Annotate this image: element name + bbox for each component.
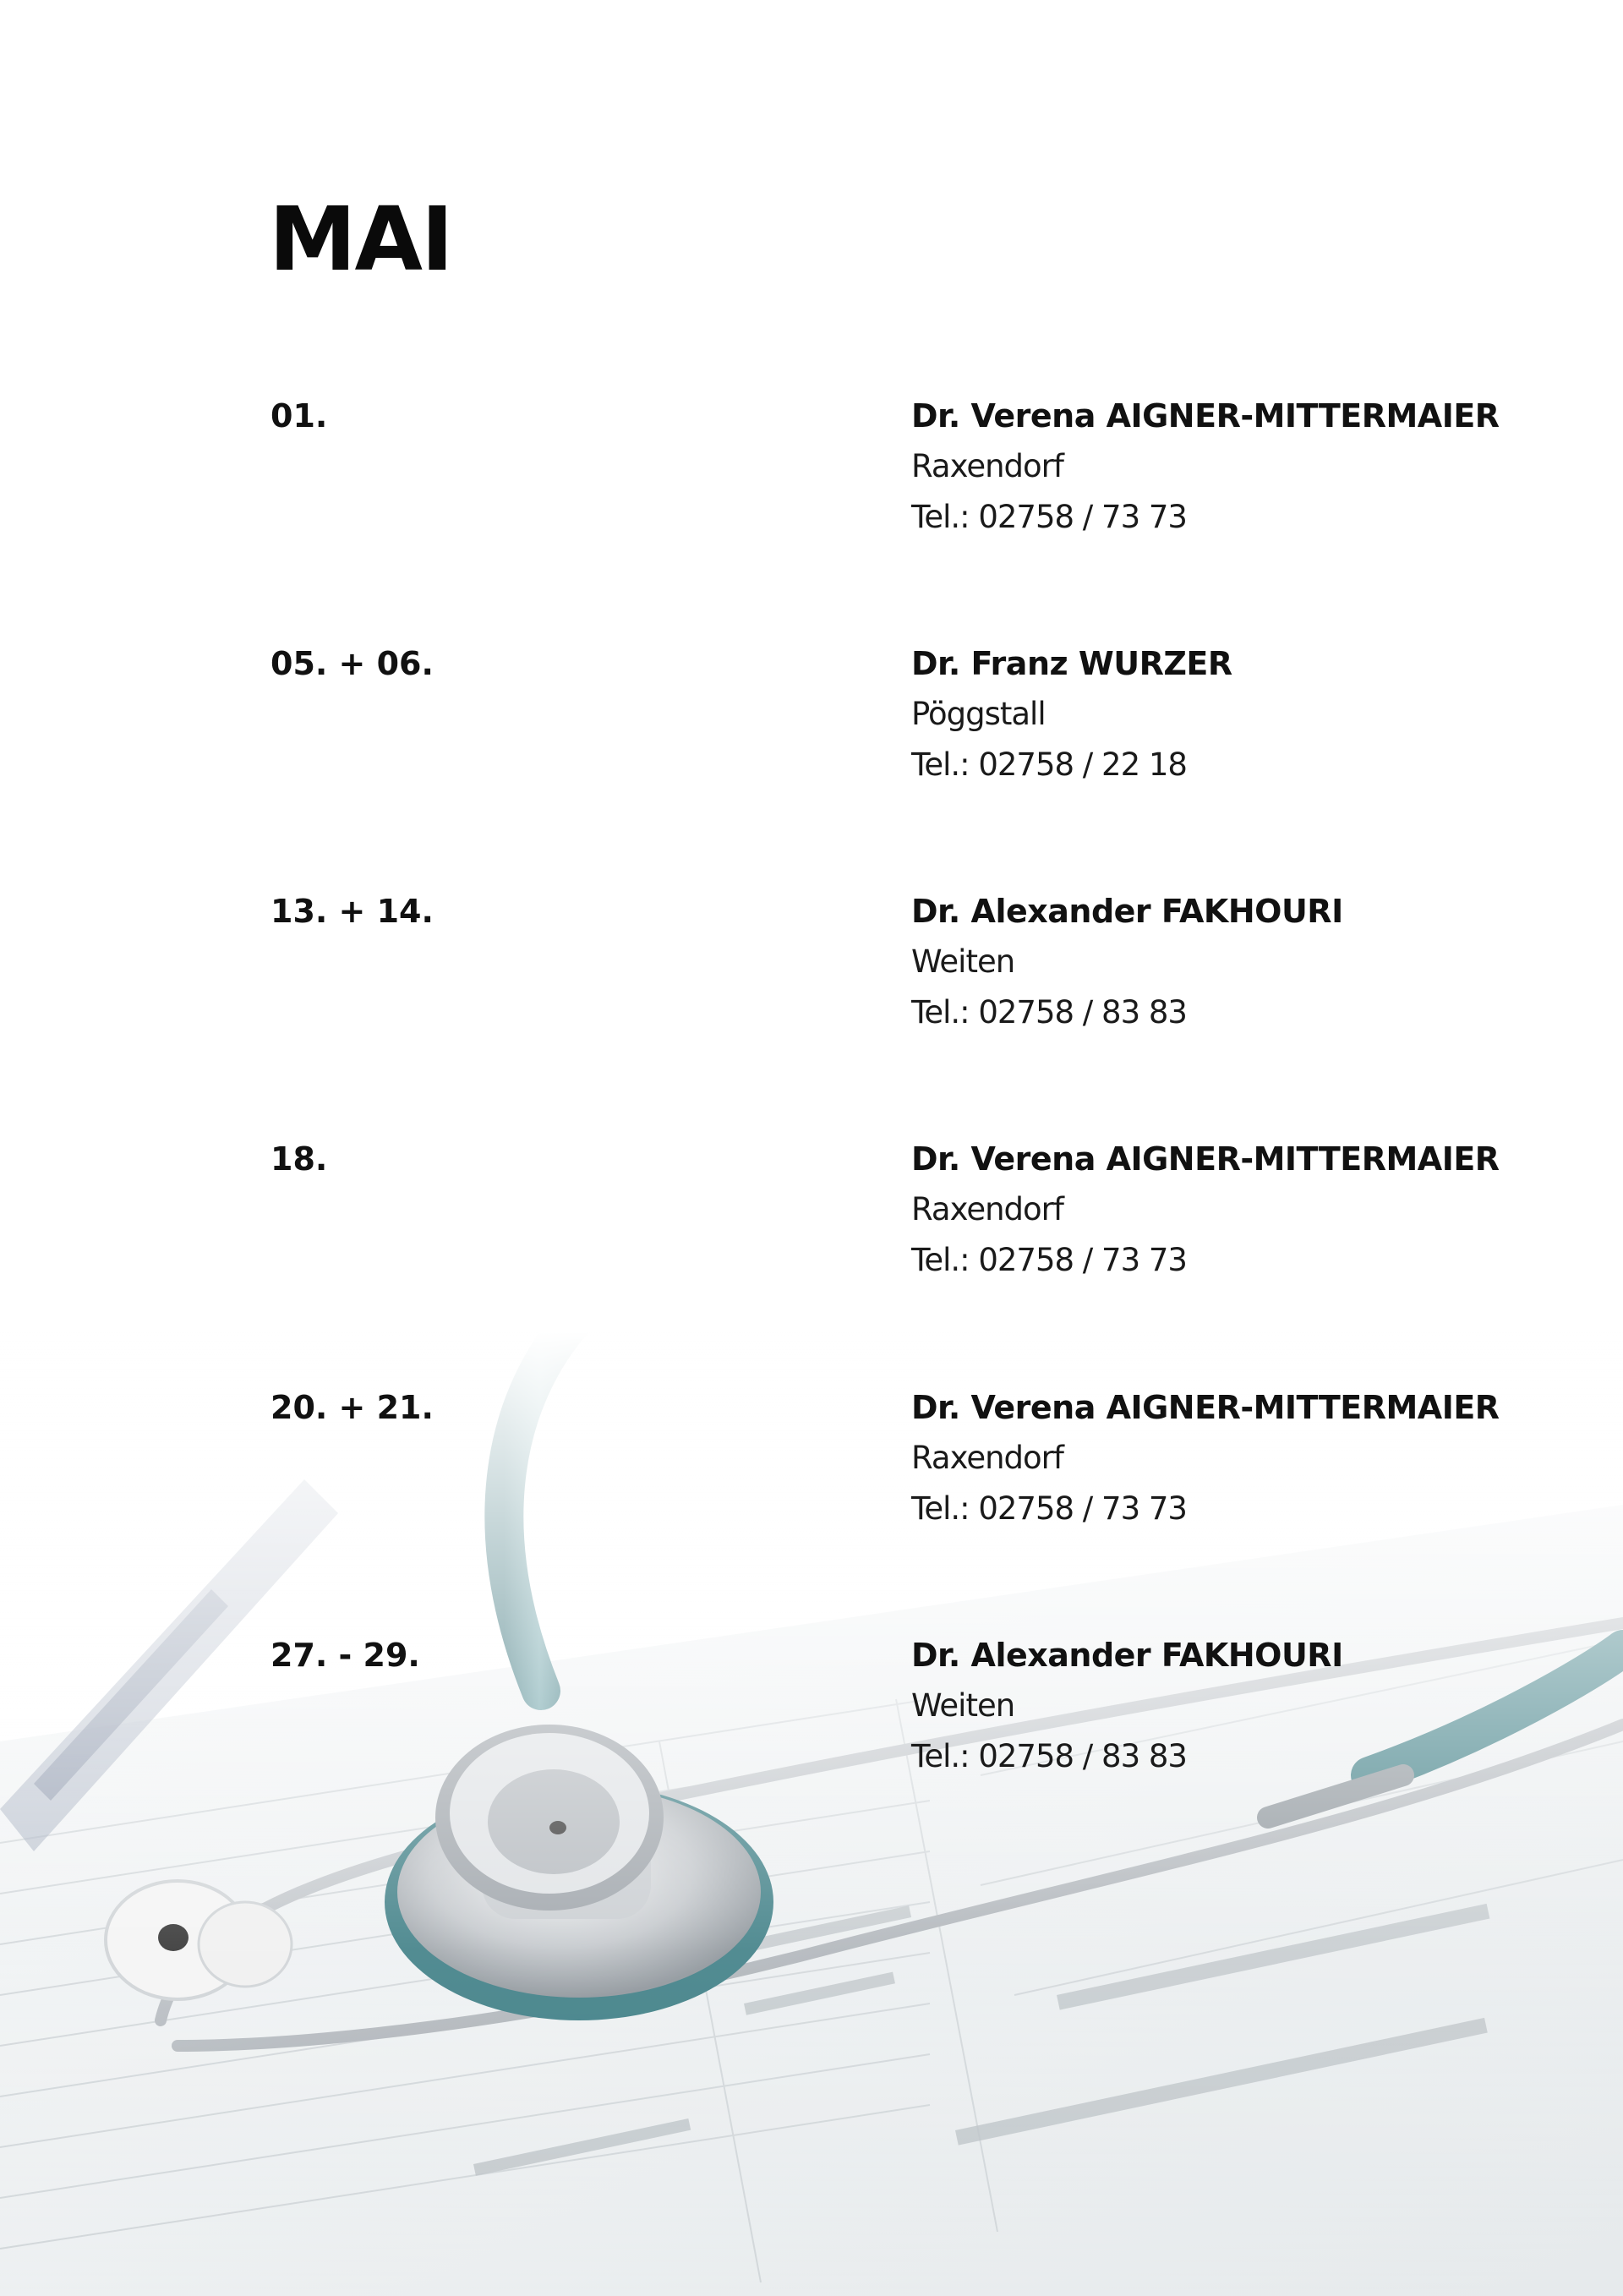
entry-doctor-block [911, 886, 1604, 1038]
doctor-name: Dr. Verena AIGNER-MITTERMAIER [911, 397, 1500, 435]
doctor-place: Weiten [911, 943, 1015, 980]
doctor-phone: Tel.: 02758 / 22 18 [911, 746, 1187, 783]
page-title: MAI [269, 188, 452, 291]
schedule-entry [0, 886, 1623, 1055]
doctor-name: Dr. Alexander FAKHOURI [911, 1637, 1343, 1674]
schedule-entry [0, 638, 1623, 807]
schedule-entry [0, 1134, 1623, 1303]
doctor-place: Raxendorf [911, 1191, 1063, 1227]
entry-date: 20. + 21. [270, 1389, 434, 1426]
schedule-entry [0, 1382, 1623, 1551]
doctor-name: Dr. Alexander FAKHOURI [911, 893, 1343, 930]
schedule-entry [0, 1630, 1623, 1799]
entry-doctor-block [911, 1134, 1604, 1286]
entry-doctor-block [911, 1630, 1604, 1782]
doctor-phone: Tel.: 02758 / 83 83 [911, 1738, 1187, 1774]
doctor-place: Raxendorf [911, 448, 1063, 484]
doctor-name: Dr. Franz WURZER [911, 645, 1232, 682]
entry-date: 13. + 14. [270, 893, 434, 930]
doctor-place: Weiten [911, 1687, 1015, 1724]
entry-doctor-block [911, 1382, 1604, 1534]
entry-date: 01. [270, 397, 328, 435]
entry-date: 05. + 06. [270, 645, 434, 682]
entry-doctor-block [911, 391, 1604, 543]
doctor-phone: Tel.: 02758 / 73 73 [911, 1242, 1187, 1278]
doctor-phone: Tel.: 02758 / 83 83 [911, 994, 1187, 1030]
entry-date: 18. [270, 1140, 328, 1178]
doctor-name: Dr. Verena AIGNER-MITTERMAIER [911, 1389, 1500, 1426]
doctor-place: Raxendorf [911, 1440, 1063, 1476]
doctor-phone: Tel.: 02758 / 73 73 [911, 499, 1187, 535]
doctor-name: Dr. Verena AIGNER-MITTERMAIER [911, 1140, 1500, 1178]
doctor-phone: Tel.: 02758 / 73 73 [911, 1490, 1187, 1527]
entry-doctor-block [911, 638, 1604, 790]
entry-date: 27. - 29. [270, 1637, 420, 1674]
doctor-place: Pöggstall [911, 696, 1046, 732]
schedule-entry [0, 391, 1623, 560]
